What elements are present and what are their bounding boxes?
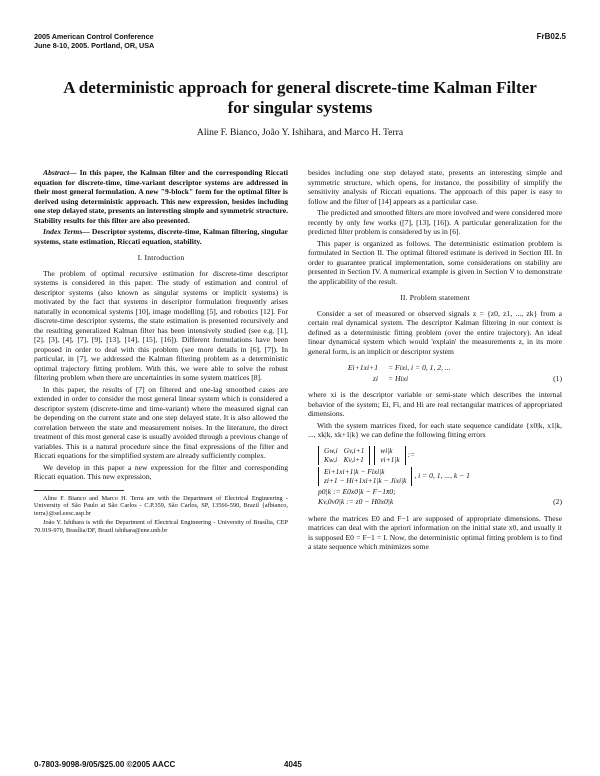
eq1-number: (1) [553, 373, 562, 383]
eq2-p0: p0|k := E0x0|k − F−1x̄0; [318, 486, 396, 496]
conference-dates: June 8-10, 2005. Portland, OR, USA [34, 40, 155, 50]
eq2-block-matrix [318, 446, 370, 465]
problem-paragraph-4: where the matrices E0 and F−1 are supposed of appropriate dimensions. These matrices can deal with the apriori information on the initial state x0, and usually it is supposed E0 = F−1 = I. Now, the deterministic optimal fitting problem is to find a state sequence which minimizes some [308, 513, 562, 551]
equation-1 [308, 362, 562, 384]
intro-paragraph-4: besides including one step delayed state, presents an interesting simple and symmetric structure, which opens, for instance, the possibility of simplify the sensitivity analysis of Riccati equations. The approach of this paper is easy to follow and the filter of [14] appears as a particular case. [308, 168, 562, 206]
title-line-2: for singular systems [227, 98, 373, 117]
eq1-line1-lhs: Ei+1xi+1 [347, 362, 378, 372]
footer-isbn: 0-7803-9098-9/05/$25.00 ©2005 AACC [34, 760, 176, 769]
session-code: FrB02.5 [536, 32, 566, 41]
title-line-1: A deterministic approach for general discrete-time Kalman Filter [63, 78, 537, 97]
eq2-kv: Kv,0v0|k := z0 − H0x0|k [318, 497, 394, 507]
equation-2 [308, 446, 562, 508]
eq2-m12: Gv,i+1 [343, 445, 365, 455]
eq2-assign: := [407, 450, 416, 460]
abstract [34, 168, 288, 225]
authors: Aline F. Bianco, João Y. Ishihara, and Marco H. Terra [196, 127, 404, 138]
eq2-r2: zi+1 − Hi+1xi+1|k − Jixi|k [324, 476, 407, 485]
eq2-range: , i = 0, 1, ..., k − 1 [414, 471, 470, 481]
intro-paragraph-2: In this paper, the results of [7] on filtered and one-lag smoothed cases are extended in order to consider the most general linear system which is considered a descriptor system (discrete-time and time-variant) where the measured signal can be depending on the current state and one step delayed state. It is also allowed the correlation between the state and measurement noises. In the literature, the direct treatment of this most general case is usually avoided through a previous change of variables. This is a natural procedure since the final expressions of the filter and Riccati equations for the simplified system are already sufficiently complex. [34, 384, 288, 460]
eq2-residual-vector [318, 467, 412, 486]
index-terms-text: Descriptor systems, discrete-time, Kalman filtering, singular systems, state estimation, Riccati equation, stability. [34, 227, 288, 246]
intro-paragraph-3: We develop in this paper a new expression for the filter and corresponding Riccati equation. This new expression, [34, 462, 288, 481]
intro-paragraph-5: The predicted and smoothed filters are more involved and were considered more recently by only few works ([7], [13], [16]). A particular generalization for the predicted filter problem is considered by us in [6]. [308, 208, 562, 236]
footnote-1: Aline F. Bianco and Marco H. Terra are with the Department of Electrical Engineering - University of São Paulo at São Carlos - C.P.359, São Carlos, SP, 13566-590, Brazil {afbianco, terra}@sel.eesc.usp.br [34, 494, 288, 517]
eq1-line1-rhs: = Fixi, i = 0, 1, 2, ... [388, 362, 451, 372]
intro-paragraph-1: The problem of optimal recursive estimation for discrete-time descriptor systems is considered in this paper. The study of estimation and control of descriptor systems (also known as singular systems or implicit systems) is motivated by the fact that systems in descriptor formulation frequently arises naturally in economical systems [10], image modelling [5], and robotics [12]. For discrete-time descriptor systems, the state estimation is presented recursively and the resulting generalized Kalman filter has been intensively studied (see e.g. [1], [2], [3], [4], [7], [9], [13], [14], [15], [16]). Different formulations have been proposed in order to deal with this problem (see more details in [6], [7]). In particular, in [7], we addressed the Kalman filtering problem as a deterministic optimal trajectory fitting problem. With this, we were able to solve the robust filtering problem when there are uncertainties in some system matrices [8]. [34, 268, 288, 382]
eq2-v1: wi|k [380, 445, 393, 455]
eq2-m22: Kv,i+1 [343, 455, 364, 464]
eq1-line2-lhs: zi [372, 373, 378, 383]
footnote-2: João Y. Ishihara is with the Department of Electrical Engineering - University of Brasília, CEP 70.919-970, Brasília/DF, Brazil ishihara@ene.unb.br [34, 519, 288, 534]
conference-header [34, 33, 154, 50]
abstract-label: Abstract— [43, 168, 77, 177]
eq2-v2: vi+1|k [380, 455, 400, 464]
eq2-m21: Kw,i [324, 455, 338, 464]
index-terms [34, 227, 288, 246]
left-column [34, 168, 288, 536]
abstract-text: In this paper, the Kalman filter and the corresponding Riccati equation for discrete-time, time-variant descriptor systems are addressed in their most general formulation. A new "9-block" form for the optimal filter is derived using deterministic approach. This new expression, besides including one step delayed state, presents an interesting simple and symmetric structure. Stability results for this filter are also presented. [34, 168, 288, 225]
eq2-noise-vector [374, 446, 405, 465]
right-column [308, 168, 562, 554]
eq2-m11: Gw,i [324, 445, 338, 455]
page-number: 4045 [284, 760, 302, 769]
problem-paragraph-1: Consider a set of measured or observed signals z = {z0, z1, ..., zk} from a certain real dynamical system. The descriptor Kalman filtering in our context is defined as a deterministic fitting problem (over the entire trajectory). An ideal linear dynamical system which would 'explain' the measurements z, in its more general form, is an implicit or descriptor system [308, 308, 562, 356]
eq2-r1: Ei+1xi+1|k − Fixi|k [324, 466, 385, 476]
conference-name: 2005 American Control Conference [34, 32, 154, 41]
section-heading-problem-statement: II. Problem statement [400, 293, 470, 302]
problem-paragraph-2: where xi is the descriptor variable or semi-state which describes the internal behavior of the system; Ei, Fi, and Hi are real rectangular matrices of appropriated dimensions. [308, 390, 562, 418]
eq1-line2-rhs: = Hixi [388, 373, 409, 383]
eq2-number: (2) [553, 497, 562, 507]
paper-title [40, 78, 560, 118]
footnote-rule [34, 490, 124, 491]
intro-paragraph-6: This paper is organized as follows. The deterministic estimation problem is formulated in Section II. The optimal filtered estimate is derived in Section III. In order to guarantee pratical implementation, some considerations on stability are presented in Section IV. A numerical example is given in Section V to demonstrate the applicability of the result. [308, 238, 562, 286]
section-heading-introduction: I. Introduction [137, 253, 185, 262]
problem-paragraph-3: With the system matrices fixed, for each state sequence candidate {x0|k, x1|k, ..., xk|k, xk+1|k} we can define the following fitting errors [308, 420, 562, 439]
index-terms-label: Index Terms— [43, 227, 90, 236]
